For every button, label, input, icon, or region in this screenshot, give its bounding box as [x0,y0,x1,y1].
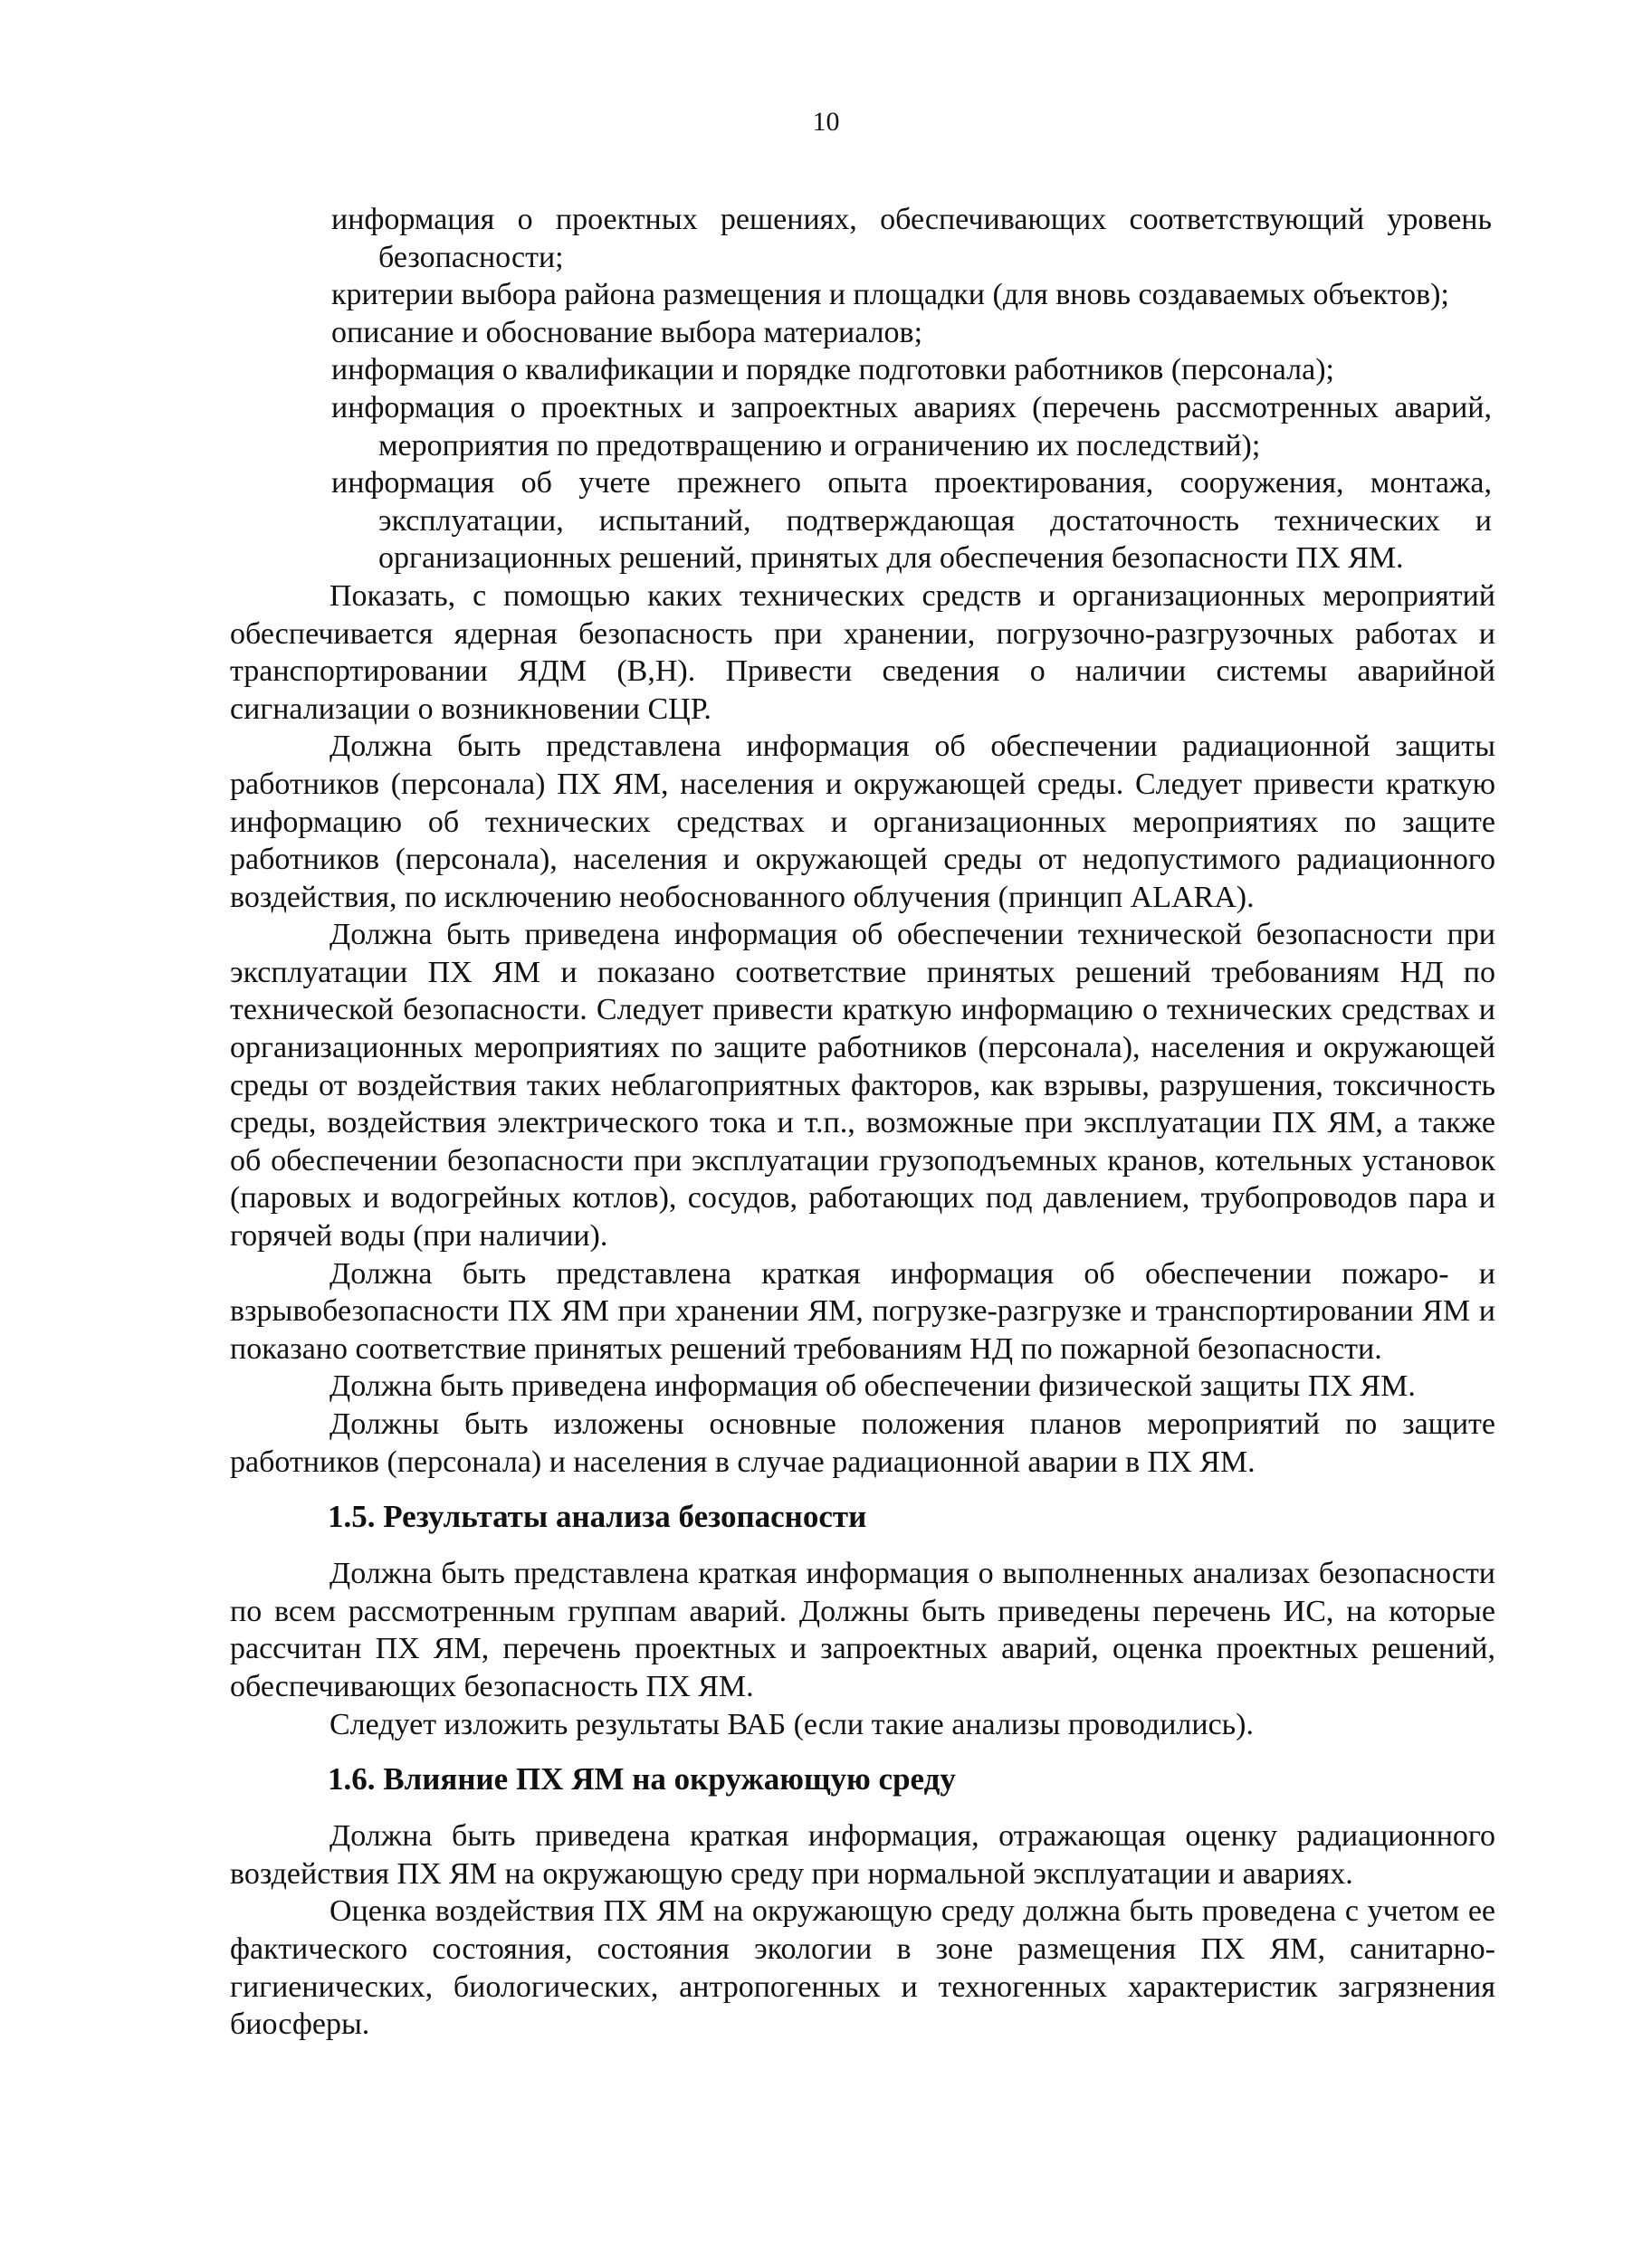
requirements-list [230,201,1495,577]
list-item: информация о квалификации и порядке подготовки работников (персонала); [331,353,1334,387]
section-heading-1-6: 1.6. Влияние ПХ ЯМ на окружающую среду [328,1761,956,1798]
paragraph: Должны быть изложены основные положения планов мероприятий по защите работников (персонала) и населения в случае радиационной аварии в ПХ ЯМ. [230,1407,1495,1479]
paragraph: Следует изложить результаты ВАБ (если такие анализы проводились). [329,1707,1254,1741]
document-body [230,201,1495,2044]
paragraph: Должна быть представлена краткая информация о выполненных анализах безопасности по всем рассмотренным группам аварий. Должны быть приведены перечень ИС, на которые рассчитан ПХ ЯМ, перечень проектных и запроектных аварий, оценка проектных решений, обеспечивающих безопасность ПХ ЯМ. [230,1557,1495,1703]
list-item: информация об учете прежнего опыта проектирования, сооружения, монтажа, эксплуатации, испытаний, подтверждающая достаточность технических и организационных решений, принятых для обеспечения безопасности ПХ ЯМ. [331,466,1492,576]
list-item: информация о проектных и запроектных авариях (перечень рассмотренных аварий, мероприятия по предотвращению и ограничению их последствий); [331,390,1492,462]
page-number: 10 [812,107,840,137]
list-item: информация о проектных решениях, обеспечивающих соответствующий уровень безопасности; [331,203,1492,274]
paragraph: Должна быть приведена информация об обеспечении физической защиты ПХ ЯМ. [329,1369,1416,1404]
paragraph: Показать, с помощью каких технических средств и организационных мероприятий обеспечивается ядерная безопасность при хранении, погрузочно-разгрузочных работах и транспортировании ЯДМ (В,Н). Привести сведения о наличии системы аварийной сигнализации о возникновении СЦР. [230,578,1495,726]
paragraph: Должна быть представлена информация об обеспечении радиационной защиты работников (персонала) ПХ ЯМ, населения и окружающей среды. Следует привести краткую информацию об технических средствах и организационных мероприятиях по защите работников (персонала), населения и окружающей среды от недопустимого радиационного воздействия, по исключению необоснованного облучения (принцип ALARA). [230,729,1495,914]
paragraph: Должна быть приведена краткая информация, отражающая оценку радиационного воздействия ПХ ЯМ на окружающую среду при нормальной эксплуатации и авариях. [230,1819,1495,1891]
paragraph: Должна быть представлена краткая информация об обеспечении пожаро- и взрывобезопасности ПХ ЯМ при хранении ЯМ, погрузке-разгрузке и транспортировании ЯМ и показано соответствие принятых решений требованиям НД по пожарной безопасности. [230,1256,1495,1366]
section-heading-1-5: 1.5. Результаты анализа безопасности [328,1499,867,1535]
paragraph: Оценка воздействия ПХ ЯМ на окружающую среду должна быть проведена с учетом ее фактического состояния, состояния экологии в зоне размещения ПХ ЯМ, санитарно-гигиенических, биологических, антропогенных и техногенных характеристик загрязнения биосферы. [230,1894,1495,2042]
paragraph: Должна быть приведена информация об обеспечении технической безопасности при эксплуатации ПХ ЯМ и показано соответствие принятых решений требованиям НД по технической безопасности. Следует привести краткую информацию о технических средствах и организационных мероприятиях по защите работников (персонала), населения и окружающей среды от воздействия таких неблагоприятных факторов, как взрывы, разрушения, токсичность среды, воздействия электрического тока и т.п., возможные при эксплуатации ПХ ЯМ, а также об обеспечении безопасности при эксплуатации грузоподъемных кранов, котельных установок (паровых и водогрейных котлов), сосудов, работающих под давлением, трубопроводов пара и горячей воды (при наличии). [230,918,1495,1254]
list-item: описание и обоснование выбора материалов; [331,315,923,349]
list-item: критерии выбора района размещения и площадки (для вновь создаваемых объектов); [331,278,1449,312]
